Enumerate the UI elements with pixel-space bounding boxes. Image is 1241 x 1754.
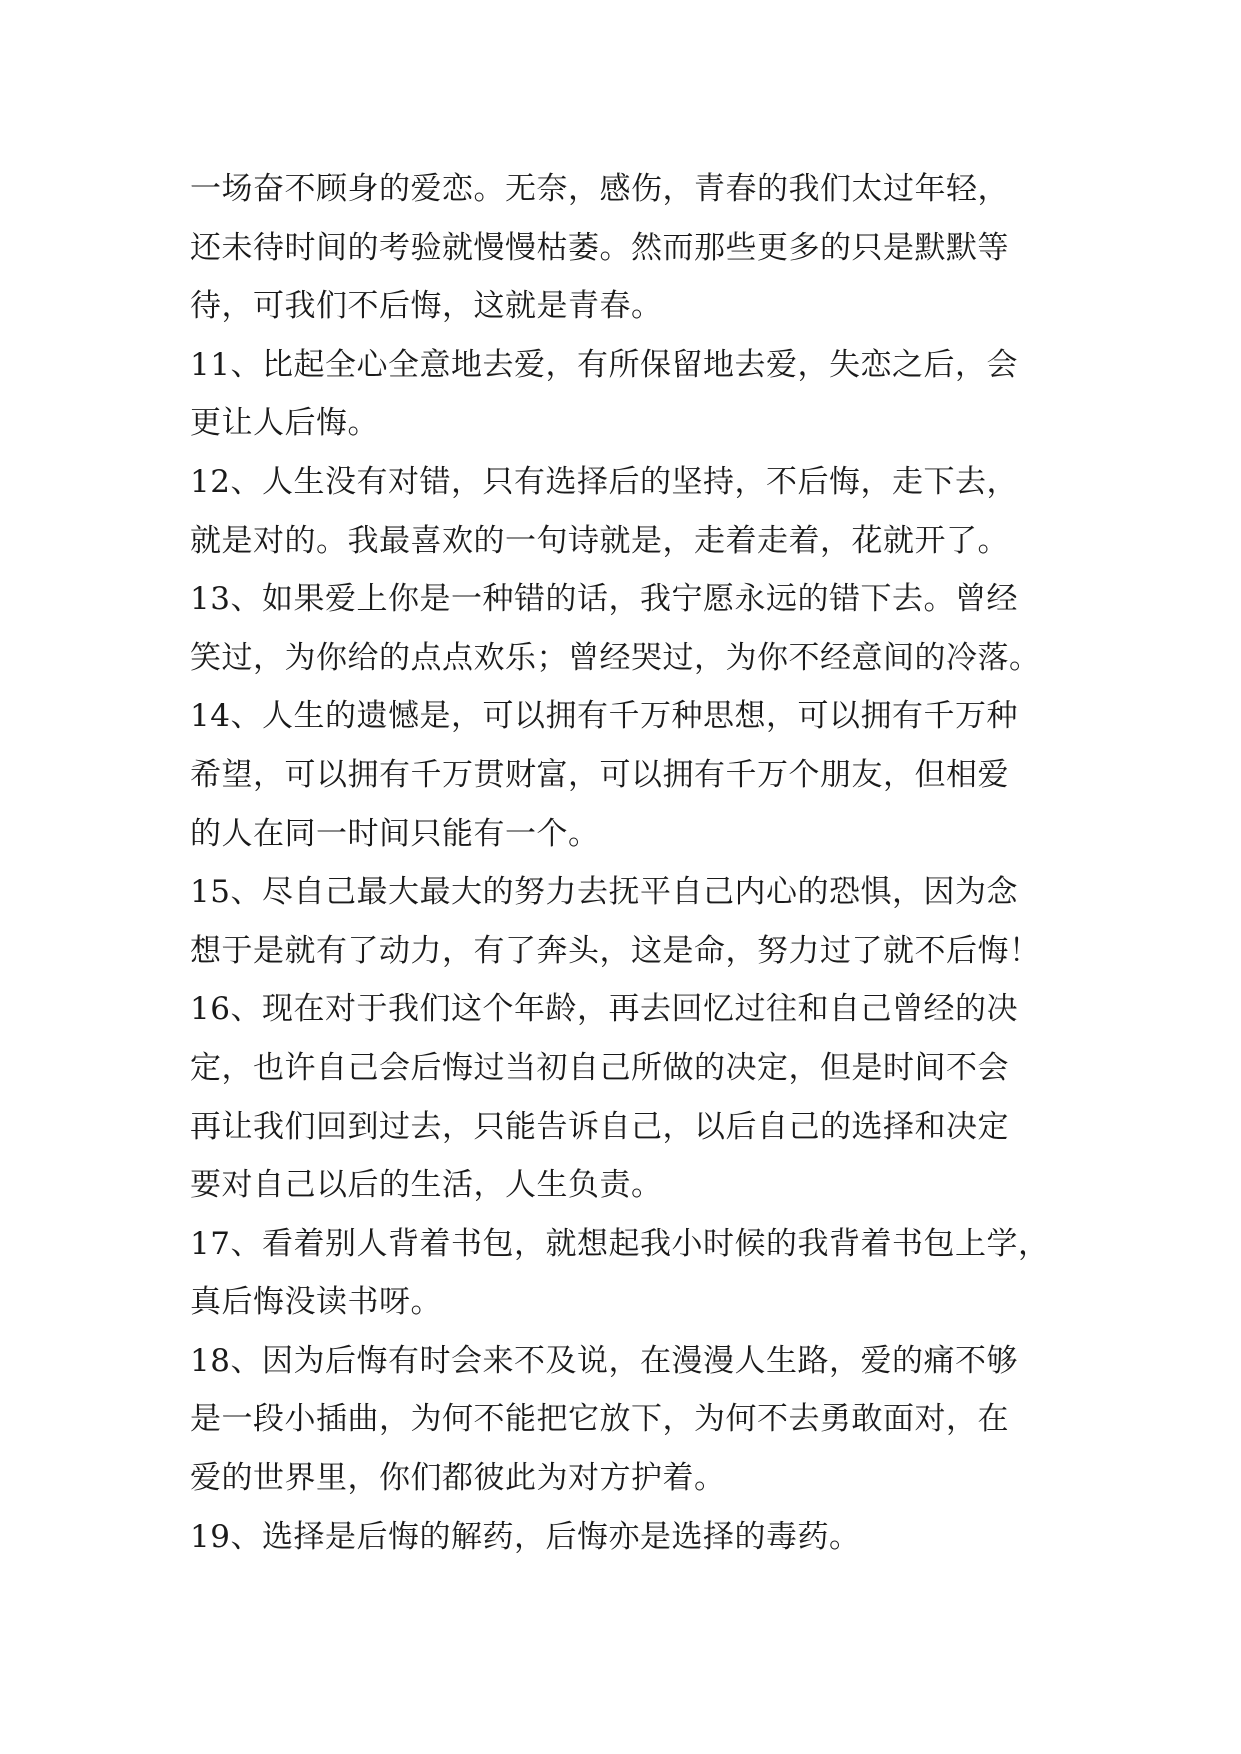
- text-line: 14、人生的遗憾是，可以拥有千万种思想，可以拥有千万种: [190, 698, 1018, 735]
- text-line: 12、人生没有对错，只有选择后的坚持，不后悔，走下去，: [190, 463, 1018, 500]
- text-line: 17、看着别人背着书包，就想起我小时候的我背着书包上学，: [190, 1225, 1050, 1262]
- text-line: 就是对的。我最喜欢的一句诗就是，走着走着，花就开了。: [190, 522, 1009, 559]
- text-line: 待，可我们不后悔，这就是青春。: [190, 288, 663, 325]
- text-line: 的人在同一时间只能有一个。: [190, 815, 600, 852]
- text-line: 16、现在对于我们这个年龄，再去回忆过往和自己曾经的决: [190, 991, 1018, 1028]
- text-line: 笑过，为你给的点点欢乐；曾经哭过，为你不经意间的冷落。: [190, 639, 1041, 676]
- text-line: 要对自己以后的生活，人生负责。: [190, 1167, 663, 1204]
- text-line: 想于是就有了动力，有了奔头，这是命，努力过了就不后悔！: [190, 932, 1041, 969]
- text-line: 更让人后悔。: [190, 405, 379, 442]
- text-line: 18、因为后悔有时会来不及说，在漫漫人生路，爱的痛不够: [190, 1342, 1018, 1379]
- text-line: 19、选择是后悔的解药，后悔亦是选择的毒药。: [190, 1518, 861, 1555]
- text-line: 定，也许自己会后悔过当初自己所做的决定，但是时间不会: [190, 1049, 1009, 1086]
- text-line: 爱的世界里，你们都彼此为对方护着。: [190, 1460, 726, 1497]
- text-line: 再让我们回到过去，只能告诉自己，以后自己的选择和决定: [190, 1108, 1009, 1145]
- text-line: 11、比起全心全意地去爱，有所保留地去爱，失恋之后，会: [190, 346, 1018, 383]
- text-line: 一场奋不顾身的爱恋。无奈，感伤，青春的我们太过年轻，: [190, 171, 1009, 207]
- text-line: 15、尽自己最大最大的努力去抚平自己内心的恐惧，因为念: [190, 874, 1018, 911]
- document-body: [190, 160, 1070, 1566]
- text-line: 真后悔没读书呀。: [190, 1284, 442, 1321]
- text-line: 是一段小插曲，为何不能把它放下，为何不去勇敢面对，在: [190, 1401, 1009, 1438]
- text-line: 希望，可以拥有千万贯财富，可以拥有千万个朋友，但相爱: [190, 756, 1009, 793]
- text-line: 还未待时间的考验就慢慢枯萎。然而那些更多的只是默默等: [190, 229, 1009, 266]
- text-line: 13、如果爱上你是一种错的话，我宁愿永远的错下去。曾经: [190, 581, 1018, 618]
